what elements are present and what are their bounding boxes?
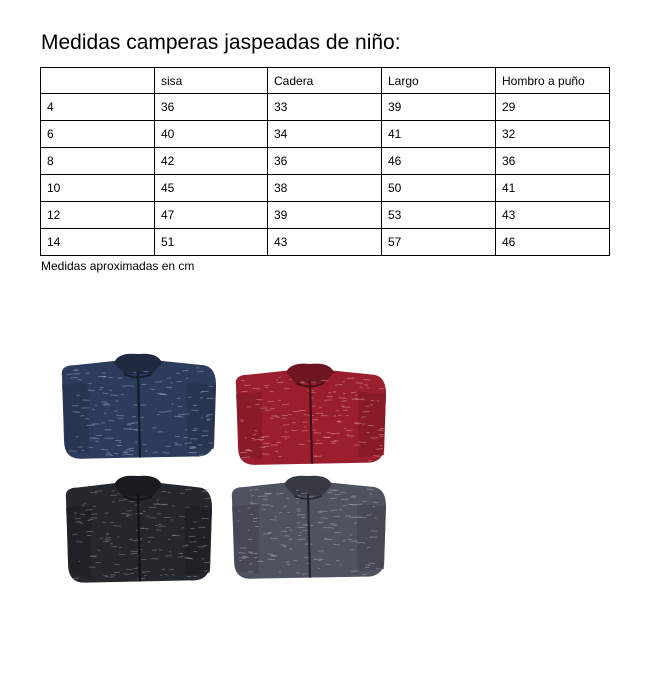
page-title: Medidas camperas jaspeadas de niño: <box>41 31 401 54</box>
jacket-navy-image <box>56 352 220 462</box>
table-cell: 6 <box>41 121 155 148</box>
table-cell: 36 <box>268 148 382 175</box>
table-cell: 10 <box>41 175 155 202</box>
table-row <box>41 121 610 148</box>
table-row <box>41 229 610 256</box>
table-cell: 57 <box>382 229 496 256</box>
jacket-gray-photo <box>226 474 390 582</box>
table-header-row <box>41 68 610 94</box>
table-header-cell: Largo <box>382 68 496 94</box>
table-row <box>41 148 610 175</box>
table-cell: 39 <box>268 202 382 229</box>
table-cell: 38 <box>268 175 382 202</box>
table-cell: 36 <box>155 94 268 121</box>
jacket-gray-image <box>226 474 390 582</box>
table-cell: 43 <box>496 202 610 229</box>
table-cell: 36 <box>496 148 610 175</box>
jacket-red-image <box>230 362 390 468</box>
table-row <box>41 175 610 202</box>
table-cell: 32 <box>496 121 610 148</box>
table-cell: 34 <box>268 121 382 148</box>
table-cell: 8 <box>41 148 155 175</box>
jacket-red-photo <box>230 362 390 468</box>
table-cell: 41 <box>496 175 610 202</box>
table-cell: 42 <box>155 148 268 175</box>
jacket-black-photo <box>60 474 216 586</box>
table-header-cell: Cadera <box>268 68 382 94</box>
table-cell: 43 <box>268 229 382 256</box>
table-cell: 29 <box>496 94 610 121</box>
table-cell: 12 <box>41 202 155 229</box>
measurement-note: Medidas aproximadas en cm <box>41 259 195 273</box>
table-header-cell: sisa <box>155 68 268 94</box>
table-header-cell: Hombro a puño <box>496 68 610 94</box>
jacket-navy-photo <box>56 352 220 462</box>
table-cell: 45 <box>155 175 268 202</box>
table-row <box>41 202 610 229</box>
table-cell: 4 <box>41 94 155 121</box>
table-cell: 53 <box>382 202 496 229</box>
table-header-cell <box>41 68 155 94</box>
size-table <box>40 67 610 256</box>
table-cell: 51 <box>155 229 268 256</box>
table-cell: 47 <box>155 202 268 229</box>
table-cell: 33 <box>268 94 382 121</box>
table-cell: 46 <box>382 148 496 175</box>
table-cell: 14 <box>41 229 155 256</box>
jacket-black-image <box>60 474 216 586</box>
table-row <box>41 94 610 121</box>
table-cell: 41 <box>382 121 496 148</box>
table-cell: 39 <box>382 94 496 121</box>
table-cell: 50 <box>382 175 496 202</box>
table-cell: 40 <box>155 121 268 148</box>
table-cell: 46 <box>496 229 610 256</box>
